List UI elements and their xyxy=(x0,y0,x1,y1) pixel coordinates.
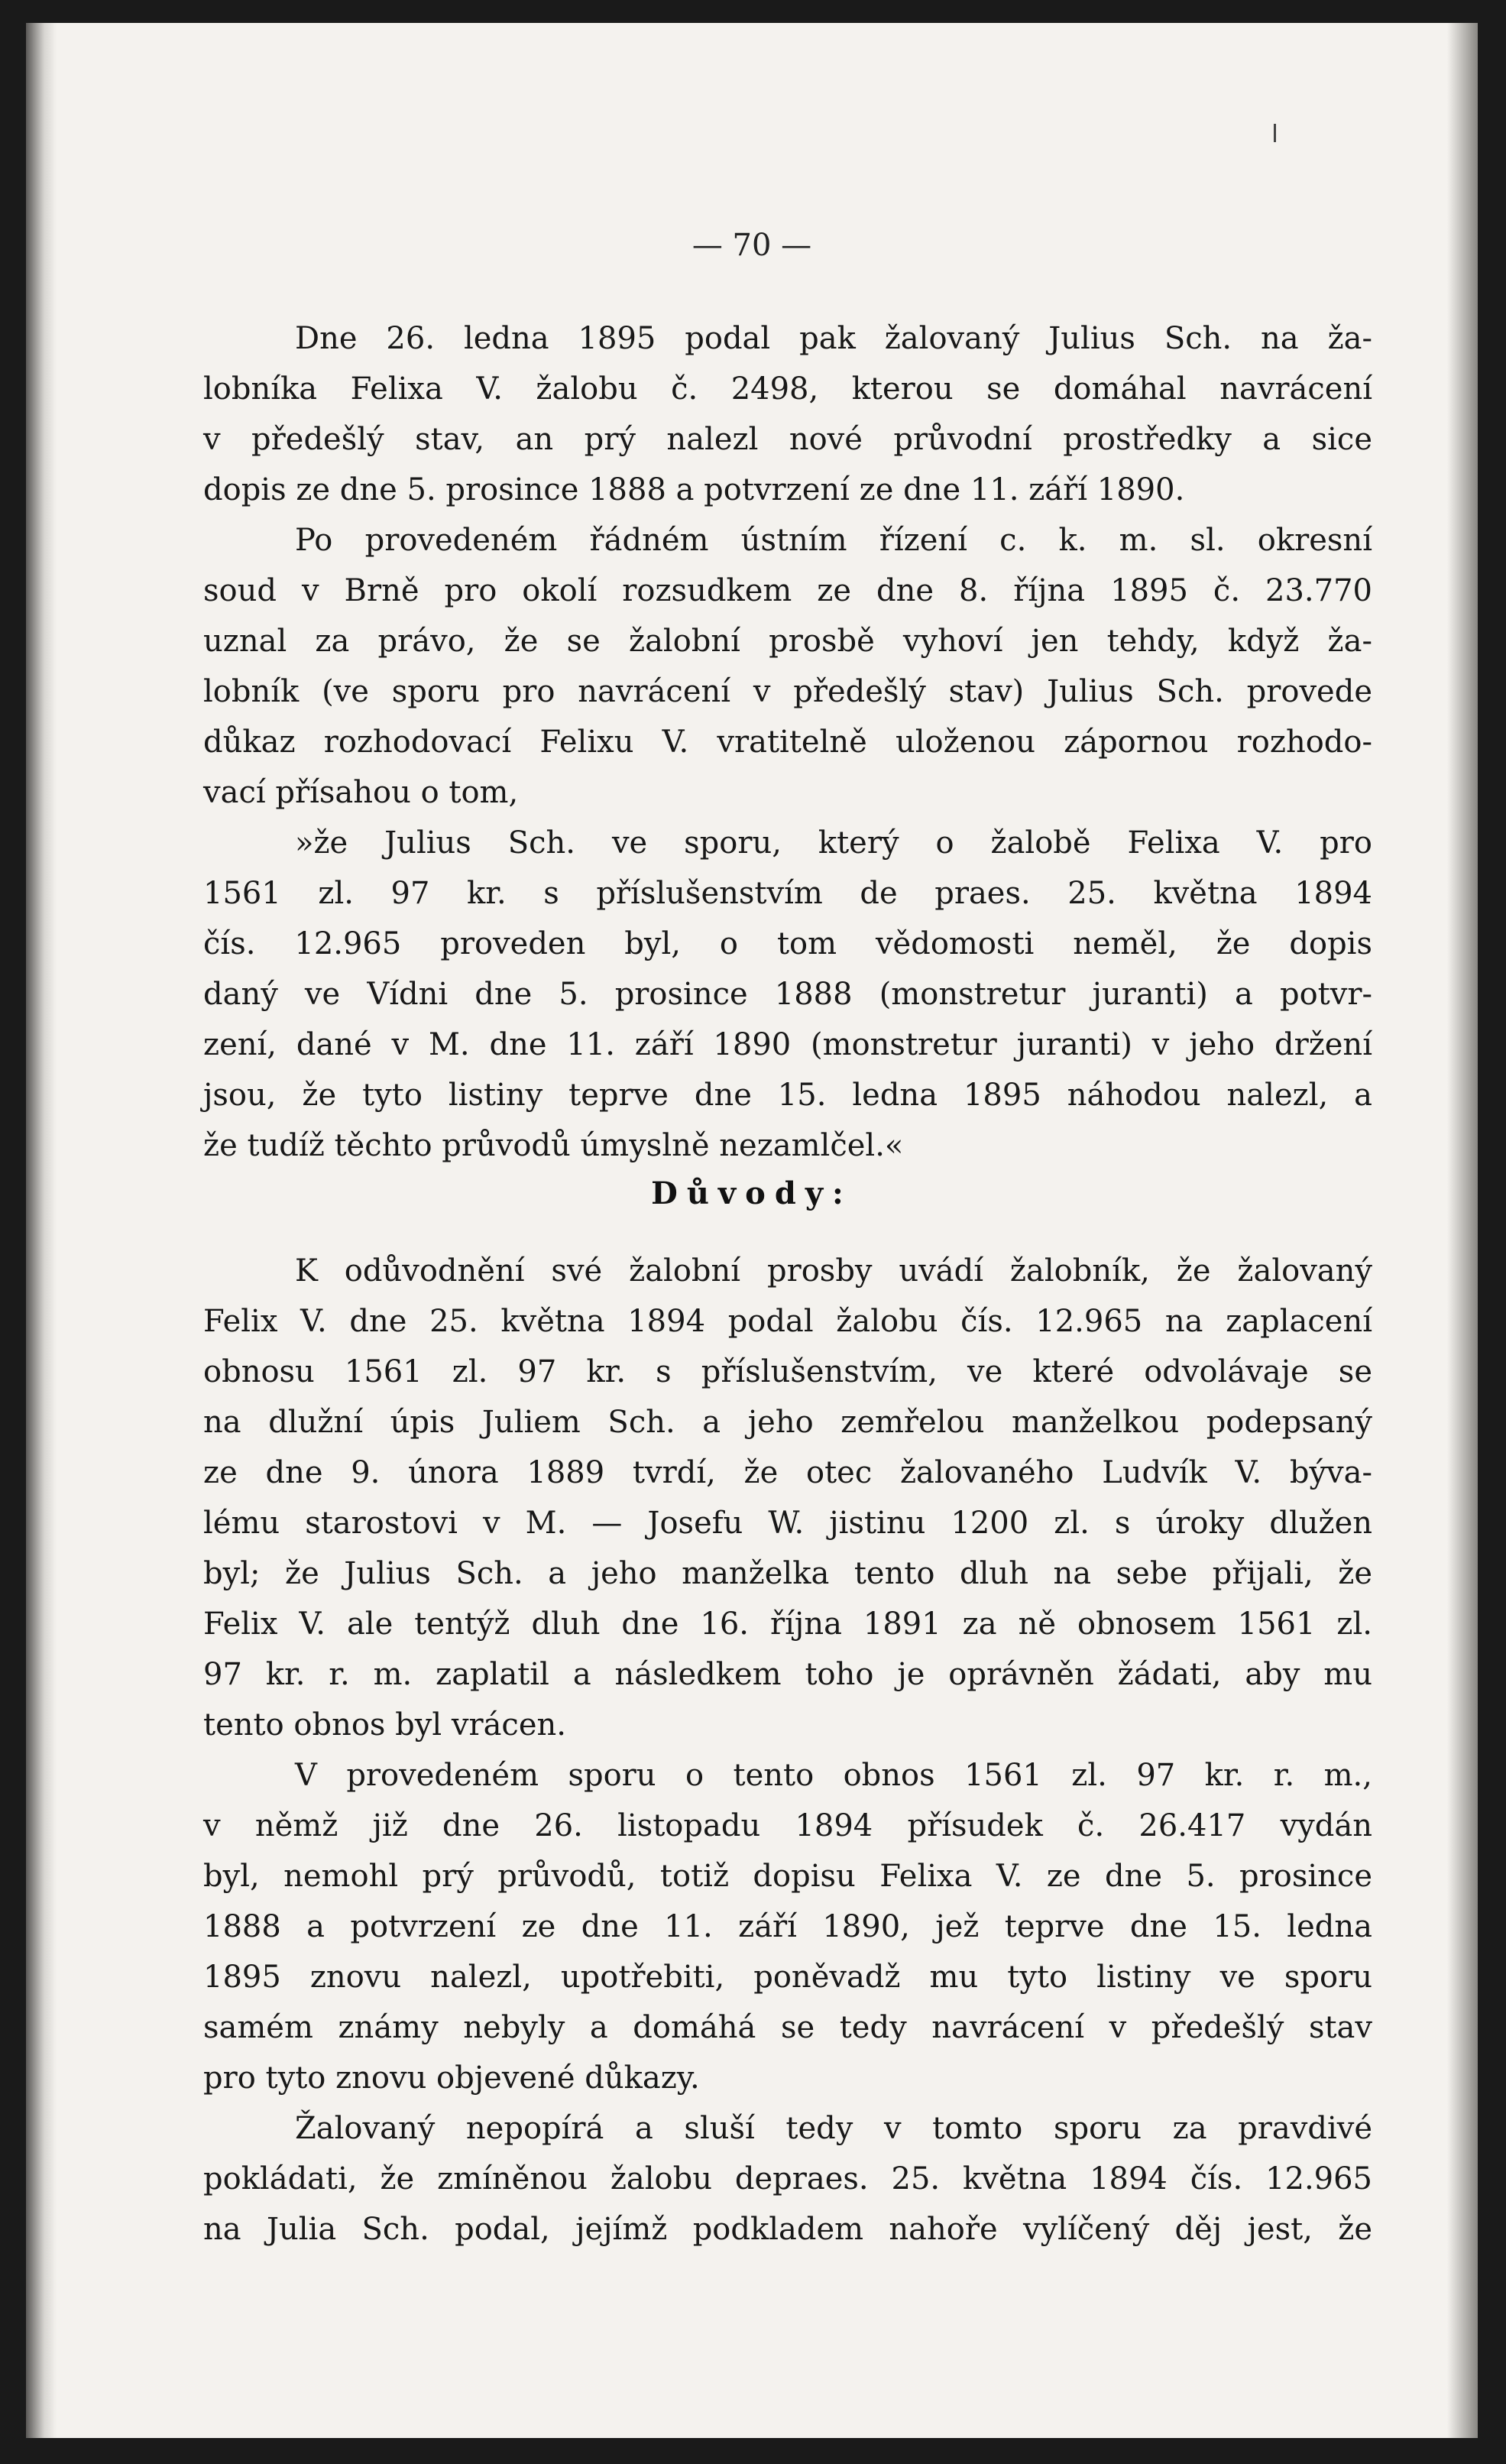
text-line: lobníka Felixa V. žalobu č. 2498, kterou se domáhal navrácení xyxy=(203,371,1372,407)
text-line: pro tyto znovu objevené důkazy. xyxy=(203,2060,700,2096)
text-line: Felix V. dne 25. května 1894 podal žalobu čís. 12.965 na zaplacení xyxy=(203,1304,1372,1339)
page-number: — 70 — xyxy=(691,228,812,263)
paragraph-5 xyxy=(203,1750,1372,2103)
text-line: K odůvodnění své žalobní prosby uvádí žalobník, že žalovaný xyxy=(295,1253,1372,1289)
text-line: daný ve Vídni dne 5. prosince 1888 (monstretur juranti) a potvr- xyxy=(203,977,1372,1012)
paragraph-2 xyxy=(203,515,1372,818)
text-line: na Julia Sch. podal, jejímž podkladem nahoře vylíčený děj jest, že xyxy=(203,2212,1372,2247)
text-line: že tudíž těchto průvodů úmyslně nezamlčel.« xyxy=(203,1128,904,1163)
text-line: pokládati, že zmíněnou žalobu depraes. 25. května 1894 čís. 12.965 xyxy=(203,2161,1372,2197)
text-line: vací přísahou o tom, xyxy=(203,775,519,810)
text-line: 1561 zl. 97 kr. s příslušenstvím de praes. 25. května 1894 xyxy=(203,876,1372,911)
text-line: ze dne 9. února 1889 tvrdí, že otec žalovaného Ludvík V. býva- xyxy=(203,1455,1372,1490)
section-heading: Důvody: xyxy=(651,1175,853,1211)
text-line: lobník (ve sporu pro navrácení v předešlý stav) Julius Sch. provede xyxy=(203,674,1372,709)
text-line: čís. 12.965 proveden byl, o tom vědomosti neměl, že dopis xyxy=(203,926,1372,961)
text-line: na dlužní úpis Juliem Sch. a jeho zemřelou manželkou podepsaný xyxy=(203,1405,1372,1440)
text-line: soud v Brně pro okolí rozsudkem ze dne 8. října 1895 č. 23.770 xyxy=(203,573,1372,608)
page-gutter-shadow xyxy=(26,23,57,2438)
text-line: Dne 26. ledna 1895 podal pak žalovaný Julius Sch. na ža- xyxy=(295,321,1372,356)
text-line: byl, nemohl prý průvodů, totiž dopisu Felixa V. ze dne 5. prosince xyxy=(203,1859,1372,1894)
paragraph-1 xyxy=(203,313,1372,515)
text-line: v němž již dne 26. listopadu 1894 přísudek č. 26.417 vydán xyxy=(203,1808,1372,1843)
text-line: Žalovaný nepopírá a sluší tedy v tomto sporu za pravdivé xyxy=(295,2111,1372,2146)
text-line: lému starostovi v M. — Josefu W. jistinu 1200 zl. s úroky dlužen xyxy=(203,1506,1372,1541)
page-edge-shadow xyxy=(1447,23,1478,2438)
text-line: v předešlý stav, an prý nalezl nové průvodní prostředky a sice xyxy=(203,422,1372,457)
text-line: tento obnos byl vrácen. xyxy=(203,1707,566,1743)
paragraph-6 xyxy=(203,2103,1372,2255)
text-line: V provedeném sporu o tento obnos 1561 zl. 97 kr. r. m., xyxy=(295,1758,1372,1793)
text-line: 1888 a potvrzení ze dne 11. září 1890, jež teprve dne 15. ledna xyxy=(203,1909,1372,1944)
text-line: obnosu 1561 zl. 97 kr. s příslušenstvím, ve které odvolávaje se xyxy=(203,1354,1372,1389)
paragraph-3-quote xyxy=(203,818,1372,1171)
text-line: zení, dané v M. dne 11. září 1890 (monstretur juranti) v jeho držení xyxy=(203,1027,1372,1062)
text-line: byl; že Julius Sch. a jeho manželka tento dluh na sebe přijali, že xyxy=(203,1556,1372,1591)
text-line: jsou, že tyto listiny teprve dne 15. ledna 1895 náhodou nalezl, a xyxy=(203,1078,1372,1113)
book-page xyxy=(26,23,1478,2438)
text-line: 1895 znovu nalezl, upotřebiti, poněvadž mu tyto listiny ve sporu xyxy=(203,1960,1372,1995)
text-line: dopis ze dne 5. prosince 1888 a potvrzení ze dne 11. září 1890. xyxy=(203,472,1185,507)
scan-mark xyxy=(1274,124,1276,142)
text-line: samém známy nebyly a domáhá se tedy navrácení v předešlý stav xyxy=(203,2010,1372,2045)
text-line: důkaz rozhodovací Felixu V. vratitelně uloženou zápornou rozhodo- xyxy=(203,725,1372,760)
text-line: Po provedeném řádném ústním řízení c. k. m. sl. okresní xyxy=(295,523,1372,558)
paragraph-4 xyxy=(203,1246,1372,1750)
text-line: 97 kr. r. m. zaplatil a následkem toho je oprávněn žádati, aby mu xyxy=(203,1657,1372,1692)
text-line: »že Julius Sch. ve sporu, který o žalobě Felixa V. pro xyxy=(295,825,1372,861)
text-line: uznal za právo, že se žalobní prosbě vyhoví jen tehdy, když ža- xyxy=(203,624,1372,659)
text-line: Felix V. ale tentýž dluh dne 16. října 1891 za ně obnosem 1561 zl. xyxy=(203,1606,1372,1642)
